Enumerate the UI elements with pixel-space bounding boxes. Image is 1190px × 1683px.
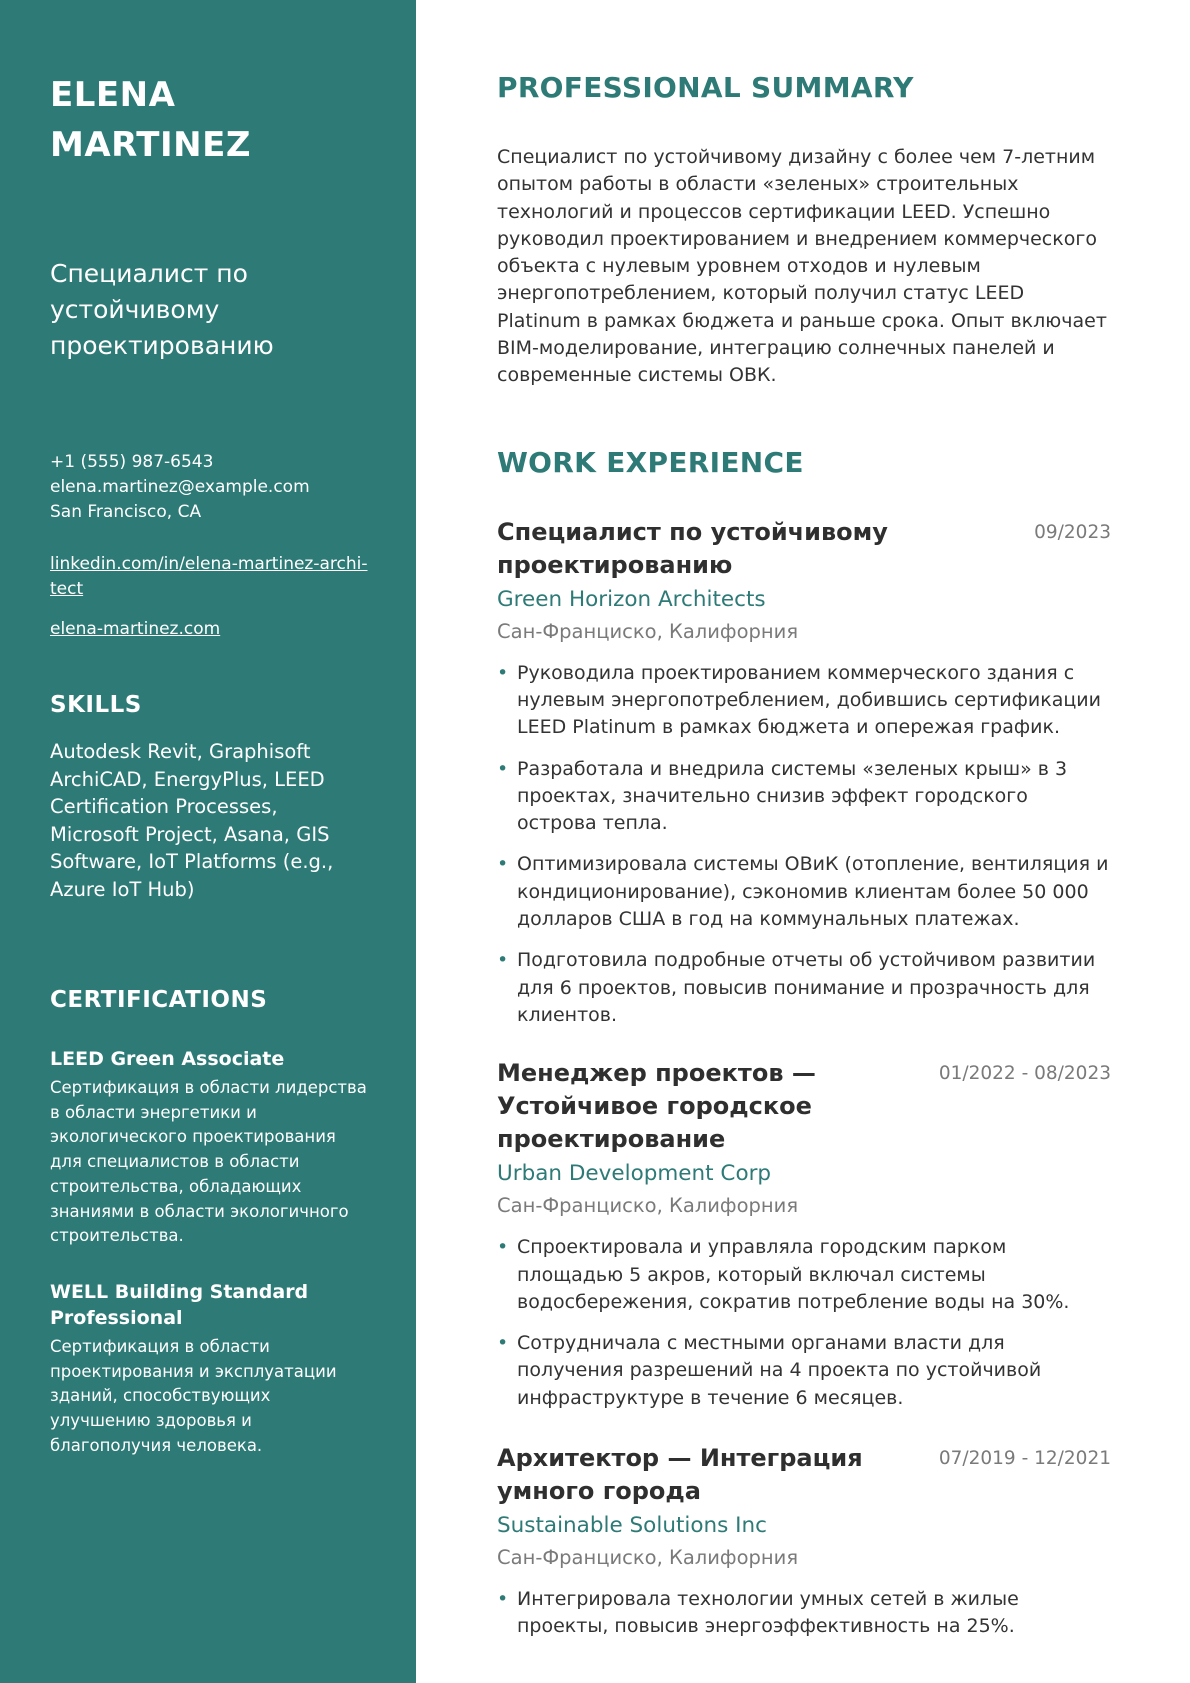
job-bullet (497, 947, 1111, 1029)
job-entry (497, 1057, 1111, 1412)
sidebar (0, 0, 416, 1683)
linkedin-link[interactable]: linkedin.com/in/elena-martinez-archi-tect (50, 554, 368, 599)
job-bullets (497, 1234, 1111, 1412)
job-header (497, 1442, 1111, 1508)
job-bullet-text: Оптимизировала системы ОВиК (отопление, вентиляция и кондиционирование), сэкономив клиентам более 50 000 долларов США в год на коммунальных платежах. (517, 853, 1109, 931)
job-bullet-text: Интегрировала технологии умных сетей в жилые проекты, повысив энергоэффективность на 25%. (517, 1588, 1019, 1638)
certification-title: LEED Green Associate (50, 1048, 285, 1070)
job-bullets (497, 660, 1111, 1030)
bullet-icon: • (497, 1236, 509, 1259)
job-bullet-text: Руководила проектированием коммерческого здания с нулевым энергопотреблением, добившись сертификации LEED Platinum в рамках бюджета и опережая график. (517, 661, 1101, 739)
summary-text: Специалист по устойчивому дизайну с более чем 7-летним опытом работы в области «зеленых» строительных технологий и процессов сертификации LEED. Успешно руководил проектированием и внедрением коммерческого объекта с нулевым уровнем отходов и нулевым энергопотреблением, который получил статус LEED Platinum в рамках бюджета и раньше срока. Опыт включает BIM-моделирование, интеграцию солнечных панелей и современные системы ОВК. (497, 146, 1107, 387)
job-title: Специалист по устойчивому проектированию (497, 517, 888, 579)
summary-heading: PROFESSIONAL SUMMARY (497, 71, 914, 104)
job-bullet (497, 660, 1111, 742)
job-bullet-text: Разработала и внедрила системы «зеленых крыш» в 3 проектах, значительно снизив эффект городского острова тепла. (517, 757, 1068, 835)
job-entry (497, 516, 1111, 1030)
job-bullet (497, 1234, 1111, 1316)
contact-phone: +1 (555) 987-6543 (50, 452, 214, 472)
contact-email: elena.martinez@example.com (50, 477, 310, 497)
bullet-icon: • (497, 1588, 509, 1611)
certification-item (50, 1279, 370, 1459)
bullet-icon: • (497, 757, 509, 780)
job-date: 07/2019 - 12/2021 (938, 1448, 1111, 1470)
website-link[interactable]: elena-martinez.com (50, 619, 221, 639)
main-content (497, 68, 1111, 1641)
job-bullet-text: Подготовила подробные отчеты об устойчивом развитии для 6 проектов, повысив понимание и прозрачность для клиентов. (517, 949, 1096, 1026)
job-bullet-text: Спроектировала и управляла городским парком площадью 5 акров, который включал системы водосбережения, сократив потребление воды на 30%. (517, 1236, 1070, 1313)
candidate-name: ELENA MARTINEZ (50, 75, 251, 165)
job-bullets (497, 1586, 1111, 1641)
contact-location: San Francisco, CA (50, 502, 202, 522)
job-location: Сан-Франциско, Калифорния (497, 1546, 799, 1570)
candidate-headline: Специалист по устойчивому проектированию (50, 259, 274, 360)
bullet-icon: • (497, 949, 509, 972)
job-bullet (497, 756, 1111, 838)
job-date: 01/2022 - 08/2023 (938, 1063, 1111, 1085)
links-block (50, 552, 386, 642)
job-location: Сан-Франциско, Калифорния (497, 619, 799, 643)
job-company: Green Horizon Architects (497, 586, 766, 612)
bullet-icon: • (497, 661, 509, 684)
job-bullet (497, 851, 1111, 933)
job-company: Sustainable Solutions Inc (497, 1513, 767, 1539)
bullet-icon: • (497, 853, 509, 876)
bullet-icon: • (497, 1332, 509, 1355)
skills-heading: SKILLS (50, 692, 142, 718)
job-bullet-text: Сотрудничала с местными органами власти для получения разрешений на 4 проекта по устойчивой инфраструктуре в течение 6 месяцев. (517, 1332, 1042, 1409)
contact-block (50, 450, 386, 525)
skills-list: Autodesk Revit, Graphisoft ArchiCAD, EnergyPlus, LEED Certification Processes, Microsoft Project, Asana, GIS Software, IoT Platforms (e.g., Azure IoT Hub) (50, 740, 334, 901)
certification-description: Сертификация в области лидерства в области энергетики и экологического проектирования для специалистов в области строительства, обладающих знаниями в области экологичного строительства. (50, 1078, 367, 1246)
job-bullet (497, 1586, 1111, 1641)
job-company: Urban Development Corp (497, 1161, 772, 1187)
certification-title: WELL Building Standard Professional (50, 1280, 309, 1329)
job-title: Менеджер проектов — Устойчивое городское проектирование (497, 1059, 816, 1154)
job-date: 09/2023 (1034, 521, 1111, 543)
job-header (497, 516, 1111, 582)
job-location: Сан-Франциско, Калифорния (497, 1194, 799, 1218)
job-header (497, 1057, 1111, 1156)
certifications-heading: CERTIFICATIONS (50, 987, 268, 1013)
job-entry (497, 1442, 1111, 1641)
job-title: Архитектор — Интеграция умного города (497, 1444, 863, 1506)
work-experience-heading: WORK EXPERIENCE (497, 445, 804, 479)
certification-description: Сертификация в области проектирования и эксплуатации зданий, способствующих улучшению здоровья и благополучия человека. (50, 1336, 337, 1455)
job-bullet (497, 1330, 1111, 1412)
certification-item (50, 1046, 370, 1249)
